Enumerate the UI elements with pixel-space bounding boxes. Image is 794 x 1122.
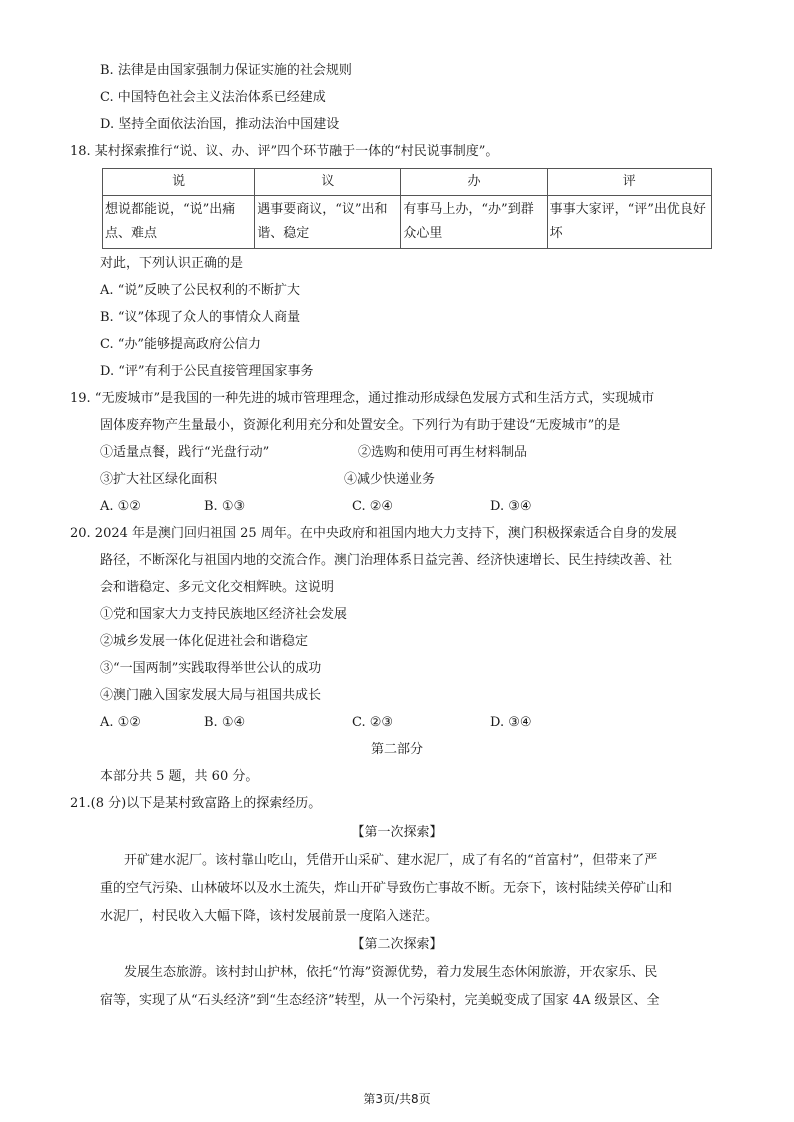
table-header-cell: 说 (103, 169, 255, 196)
q20-item-4: ④澳门融入国家发展大局与祖国共成长 (100, 688, 322, 703)
q19-item-2: ②选购和使用可再生材料制品 (358, 445, 528, 460)
q18-stem: 18. 某村探索推行“说、议、办、评”四个环节融于一体的“村民说事制度”。 (70, 144, 499, 159)
q20-item-2: ②城乡发展一体化促进社会和谐稳定 (100, 634, 309, 649)
q20-stem-line: 20. 2024 年是澳门回归祖国 25 周年。在中央政府和祖国内地大力支持下，澳门积极探索适合自身的发展 (70, 526, 677, 541)
q18-option-c: C. “办”能够提高政府公信力 (100, 337, 262, 352)
q20-choice-d: D. ③④ (490, 715, 532, 730)
q20-choice-b: B. ①④ (204, 715, 246, 730)
q20-stem-line: 路径，不断深化与祖国内地的交流合作。澳门治理体系日益完善、经济快速增长、民生持续改善、社 (100, 553, 673, 568)
table-row (103, 196, 712, 249)
q18-option-a: A. “说”反映了公民权利的不断扩大 (100, 283, 300, 298)
q21-section1-line: 重的空气污染、山林破坏以及水土流失，炸山开矿导致伤亡事故不断。无奈下，该村陆续关停矿山和 (100, 881, 673, 896)
q19-choice-a: A. ①② (100, 499, 141, 514)
page-number: 第3页/共8页 (363, 1092, 431, 1106)
q21-section1-line: 开矿建水泥厂。该村靠山吃山，凭借开山采矿、建水泥厂，成了有名的“首富村”，但带来了严 (124, 853, 658, 868)
part2-intro: 本部分共 5 题，共 60 分。 (100, 769, 259, 784)
q20-item-3: ③“一国两制”实践取得举世公认的成功 (100, 661, 322, 676)
q19-choice-c: C. ②④ (352, 499, 394, 514)
q19-choice-d: D. ③④ (490, 499, 532, 514)
table-cell: 想说都能说，“说”出痛点、难点 (103, 196, 255, 249)
q20-item-1: ①党和国家大力支持民族地区经济社会发展 (100, 607, 348, 622)
table-header-cell: 办 (401, 169, 547, 196)
q17-option-d: D. 坚持全面依法治国，推动法治中国建设 (100, 117, 340, 132)
q21-stem: 21.(8 分)以下是某村致富路上的探索经历。 (70, 796, 322, 811)
q18-table (102, 168, 712, 249)
q20-choice-a: A. ①② (100, 715, 141, 730)
q20-stem-line: 会和谐稳定、多元文化交相辉映。这说明 (100, 580, 335, 595)
table-header-row (103, 169, 712, 196)
q21-section2-line: 宿等，实现了从“石头经济”到“生态经济”转型，从一个污染村，完美蜕变成了国家 4A 级景区、全 (100, 993, 660, 1008)
q19-item-4: ④减少快递业务 (344, 472, 436, 487)
q21-section1-line: 水泥厂，村民收入大幅下降，该村发展前景一度陷入迷茫。 (100, 909, 439, 924)
q19-stem-line: 19. “无废城市”是我国的一种先进的城市管理理念，通过推动形成绿色发展方式和生活方式，实现城市 (70, 391, 655, 406)
table-cell: 事事大家评，“评”出优良好坏 (547, 196, 711, 249)
table-cell: 有事马上办，“办”到群众心里 (401, 196, 547, 249)
q18-option-d: D. “评”有利于公民直接管理国家事务 (100, 364, 314, 379)
q17-option-c: C. 中国特色社会主义法治体系已经建成 (100, 90, 326, 105)
q21-section2-title: 【第二次探索】 (351, 937, 443, 952)
table-cell: 遇事要商议，“议”出和谐、稳定 (255, 196, 401, 249)
table-header-cell: 议 (255, 169, 401, 196)
q18-option-b: B. “议”体现了众人的事情众人商量 (100, 310, 301, 325)
q17-option-b: B. 法律是由国家强制力保证实施的社会规则 (100, 63, 352, 78)
table-header-cell: 评 (547, 169, 711, 196)
q18-prompt: 对此，下列认识正确的是 (100, 256, 244, 271)
q19-stem-line: 固体废弃物产生量最小，资源化利用充分和处置安全。下列行为有助于建设“无废城市”的是 (100, 418, 621, 433)
q19-item-3: ③扩大社区绿化面积 (100, 472, 218, 487)
q20-choice-c: C. ②③ (352, 715, 394, 730)
part2-title: 第二部分 (370, 742, 423, 757)
q21-section1-title: 【第一次探索】 (351, 825, 443, 840)
q19-item-1: ①适量点餐，践行“光盘行动” (100, 445, 270, 460)
q21-section2-line: 发展生态旅游。该村封山护林，依托“竹海”资源优势，着力发展生态休闲旅游，开农家乐、民 (124, 965, 658, 980)
q19-choice-b: B. ①③ (204, 499, 246, 514)
